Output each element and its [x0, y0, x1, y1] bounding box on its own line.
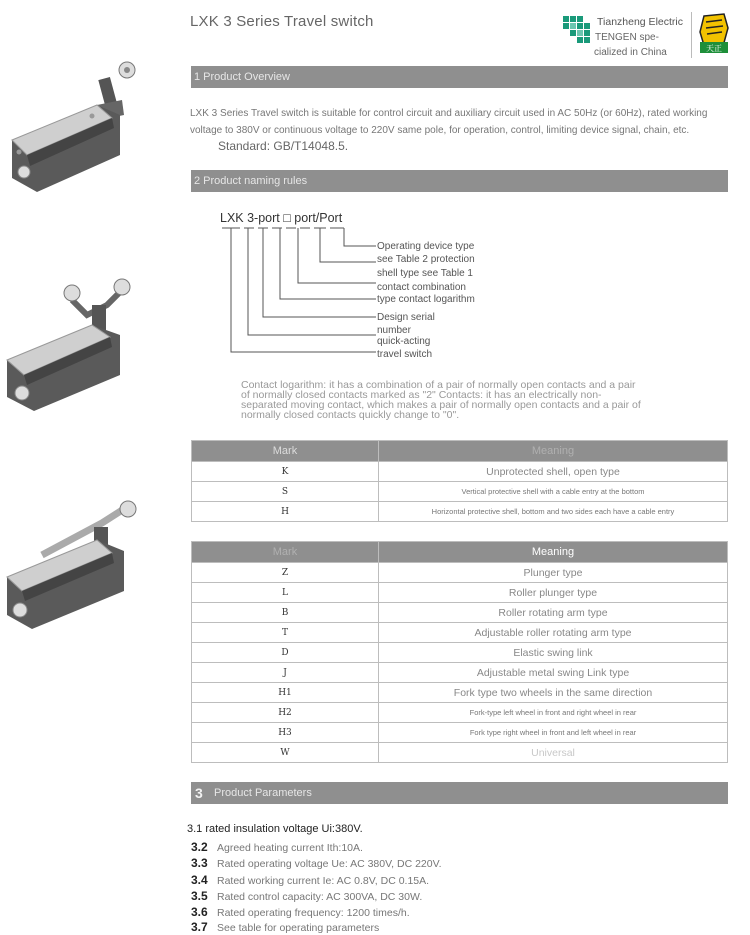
table2-mark: Z [192, 563, 379, 583]
table2-meaning: Adjustable metal swing Link type [379, 663, 728, 683]
table-row [192, 623, 728, 643]
table1-meaning: Horizontal protective shell, bottom and two sides each have a cable entry [379, 502, 728, 522]
naming-label-5: type contact logarithm [377, 294, 475, 305]
param-item [191, 920, 379, 934]
table-row [192, 563, 728, 583]
table-row [192, 583, 728, 603]
naming-diagram-lines [220, 225, 380, 360]
table1-header-meaning: Meaning [379, 441, 728, 462]
table1-header-mark: Mark [192, 441, 379, 462]
section-3-title: Product Parameters [214, 787, 312, 799]
table1-mark: S [192, 482, 379, 502]
brand-logo [563, 10, 733, 60]
table2-mark: B [192, 603, 379, 623]
section-2-title: 2 Product naming rules [194, 175, 308, 187]
naming-label-7: number [377, 325, 411, 336]
product-overview-text: LXK 3 Series Travel switch is suitable for control circuit and auxiliary circuit used in AC 50Hz (or 60Hz), rated working voltage to 380V or continuous voltage to 220V same pole, for operation, control, limiting device signal, chain, etc. [190, 108, 708, 136]
table-row [192, 643, 728, 663]
param-item [191, 840, 363, 854]
table2-mark: D [192, 643, 379, 663]
contact-note: Contact logarithm: it has a combination of a pair of normally open contacts and a pair of normally closed contacts marked as "2" Contacts: it has an electrically non-separated moving contact, which makes a pair of normally open contacts and a pair of normally closed contacts quickly change to "0". [241, 379, 641, 421]
param-number: 3.7 [191, 920, 208, 934]
param-text: Rated operating voltage Ue: AC 380V, DC 220V. [217, 858, 442, 870]
naming-label-6: Design serial [377, 312, 435, 323]
table2-meaning: Elastic swing link [379, 643, 728, 663]
standard-text: Standard: GB/T14048.5. [218, 139, 349, 153]
table-row [192, 502, 728, 522]
operating-device-table [191, 541, 728, 763]
model-code: LXK 3-port □ port/Port [220, 211, 343, 225]
table2-meaning: Roller plunger type [379, 583, 728, 603]
table2-meaning: Fork type right wheel in front and left wheel in rear [379, 723, 728, 743]
table1-mark: K [192, 462, 379, 482]
section-1-title: 1 Product Overview [194, 71, 290, 83]
param-item [191, 873, 429, 887]
table2-mark: H1 [192, 683, 379, 703]
param-item [191, 889, 422, 903]
svg-text:天正: 天正 [706, 44, 722, 53]
brand-tagline-1: TENGEN spe- [595, 32, 659, 43]
brand-name: Tianzheng Electric [597, 16, 683, 28]
param-number: 3.3 [191, 856, 208, 870]
param-3-1: 3.1 rated insulation voltage Ui:380V. [187, 823, 363, 835]
table2-header-mark: Mark [192, 542, 379, 563]
param-number: 3.2 [191, 840, 208, 854]
section-2-header [191, 170, 728, 192]
table2-mark: W [192, 743, 379, 763]
section-1-header [191, 66, 728, 88]
param-text: Rated operating frequency: 1200 times/h. [217, 907, 410, 919]
table2-mark: T [192, 623, 379, 643]
naming-label-1: Operating device type [377, 241, 475, 252]
table-row [192, 663, 728, 683]
table2-meaning: Adjustable roller rotating arm type [379, 623, 728, 643]
table2-mark: L [192, 583, 379, 603]
table-row [192, 743, 728, 763]
shell-type-table [191, 440, 728, 522]
switch-image-adjustable-rod [2, 495, 162, 635]
table1-mark: H [192, 502, 379, 522]
table-row [192, 723, 728, 743]
section-3-number: 3 [195, 785, 203, 801]
param-text: Agreed heating current Ith:10A. [217, 842, 363, 854]
page-title: LXK 3 Series Travel switch [190, 13, 374, 30]
table1-meaning: Unprotected shell, open type [379, 462, 728, 482]
table2-meaning: Roller rotating arm type [379, 603, 728, 623]
table2-meaning: Fork type two wheels in the same direction [379, 683, 728, 703]
naming-label-4: contact combination [377, 282, 466, 293]
param-number: 3.5 [191, 889, 208, 903]
table2-mark: H3 [192, 723, 379, 743]
brand-tagline-2: cialized in China [594, 47, 667, 58]
table2-meaning: Fork-type left wheel in front and right wheel in rear [379, 703, 728, 723]
table2-mark: H2 [192, 703, 379, 723]
table-row [192, 482, 728, 502]
table-row [192, 703, 728, 723]
logo-divider [691, 12, 692, 58]
section-3-header [191, 782, 728, 804]
param-item [191, 905, 410, 919]
naming-label-3: shell type see Table 1 [377, 268, 473, 279]
table2-meaning: Universal [379, 743, 728, 763]
table2-mark: J [192, 663, 379, 683]
naming-label-9: travel switch [377, 349, 433, 360]
table1-meaning: Vertical protective shell with a cable entry at the bottom [379, 482, 728, 502]
tengen-logo-icon [563, 16, 591, 44]
table-row [192, 603, 728, 623]
switch-image-fork-lever [2, 275, 162, 415]
param-text: Rated working current Ie: AC 0.8V, DC 0.15A. [217, 875, 430, 887]
fist-badge-icon [694, 10, 732, 58]
param-text: See table for operating parameters [217, 922, 380, 934]
param-number: 3.4 [191, 873, 208, 887]
switch-image-roller-lever [2, 60, 162, 200]
table2-header-meaning: Meaning [379, 542, 728, 563]
table-row [192, 683, 728, 703]
table2-meaning: Plunger type [379, 563, 728, 583]
param-text: Rated control capacity: AC 300VA, DC 30W. [217, 891, 423, 903]
table-row [192, 462, 728, 482]
naming-label-8: quick-acting [377, 336, 431, 347]
param-number: 3.6 [191, 905, 208, 919]
param-item [191, 856, 442, 870]
naming-label-2: see Table 2 protection [377, 254, 475, 265]
